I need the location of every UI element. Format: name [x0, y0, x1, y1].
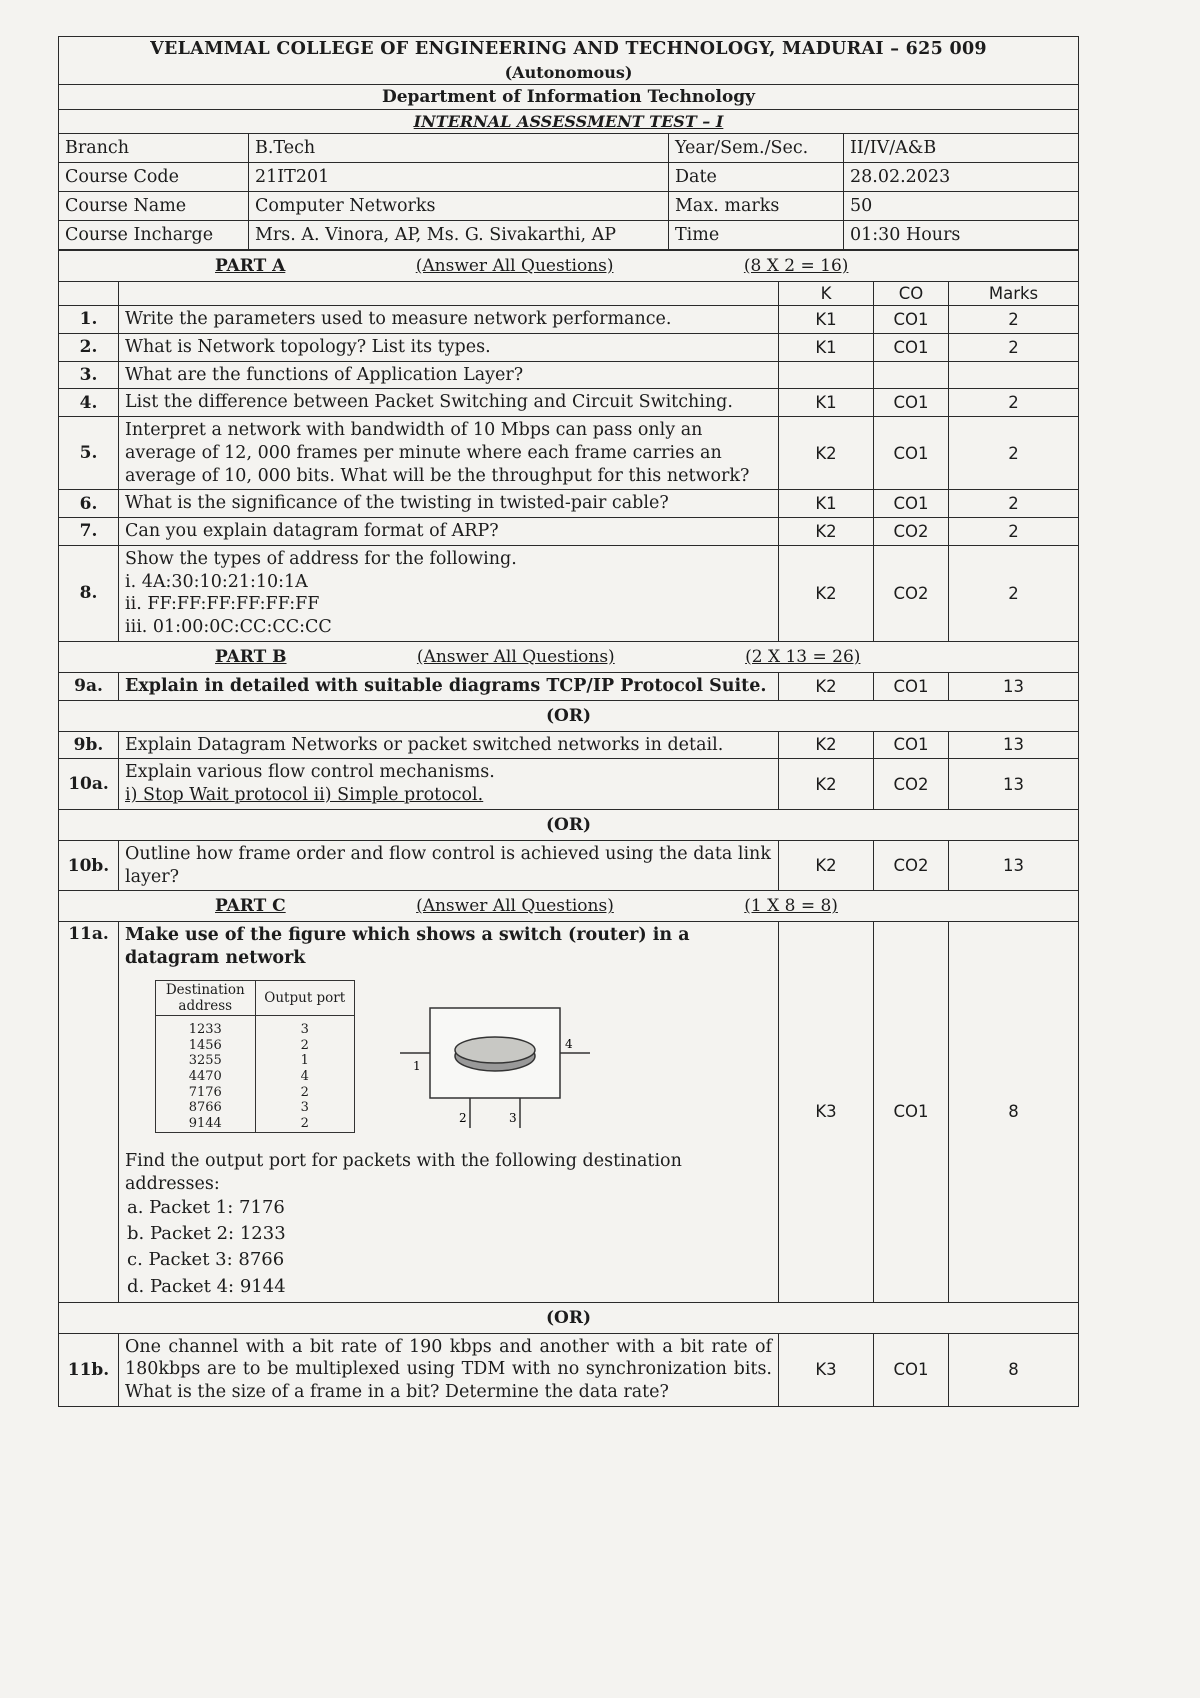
- question-co: CO1: [874, 922, 949, 1302]
- routing-ports: [255, 1016, 355, 1133]
- packet-item: b. Packet 2: 1233: [127, 1223, 286, 1245]
- route-port: 3: [300, 1022, 309, 1038]
- question-co: CO1: [874, 333, 949, 361]
- routing-addresses: [156, 1016, 256, 1133]
- question-co: CO1: [874, 672, 949, 700]
- port-4-label: 4: [565, 1036, 573, 1051]
- question-k-level: K2: [779, 417, 874, 490]
- part-c-instructions: (Answer All Questions): [416, 896, 614, 917]
- question-row: [59, 417, 1079, 490]
- course-name-value: Computer Networks: [249, 192, 669, 221]
- question-marks: 13: [949, 759, 1079, 810]
- col-co-header: CO: [874, 282, 949, 306]
- question-text: One channel with a bit rate of 190 kbps and another with a bit rate of 180kbps are to be multiplexed using TDM with no synchronization bits. What is the size of a frame in a bit? Determine the data rate?: [119, 1333, 779, 1406]
- exam-sheet: [58, 36, 1078, 1407]
- time-value: 01:30 Hours: [844, 221, 1079, 250]
- question-marks: 8: [949, 922, 1079, 1302]
- question-co: CO1: [874, 1333, 949, 1406]
- question-number: 3.: [59, 361, 119, 389]
- question-8-intro: Show the types of address for the following.: [125, 548, 517, 569]
- course-incharge-value: Mrs. A. Vinora, AP, Ms. G. Sivakarthi, AP: [249, 221, 669, 250]
- question-marks: 13: [949, 672, 1079, 700]
- question-k-level: [779, 361, 874, 389]
- question-marks: 2: [949, 490, 1079, 518]
- route-port: 2: [300, 1115, 309, 1131]
- question-row: [59, 333, 1079, 361]
- question-k-level: K2: [779, 759, 874, 810]
- question-number: 8.: [59, 545, 119, 641]
- address-line: ii. FF:FF:FF:FF:FF:FF: [125, 594, 320, 615]
- question-number: 9b.: [59, 731, 119, 759]
- question-k-level: K1: [779, 333, 874, 361]
- part-c-title: PART C: [215, 896, 286, 917]
- question-11a-intro: Make use of the figure which shows a switch (router) in a datagram network: [125, 925, 690, 968]
- department-name: Department of Information Technology: [59, 85, 1079, 110]
- course-code-value: 21IT201: [249, 163, 669, 192]
- question-text: What is Network topology? List its types.: [119, 333, 779, 361]
- question-number: 4.: [59, 389, 119, 417]
- question-k-level: K2: [779, 731, 874, 759]
- autonomous-status: (Autonomous): [59, 61, 1079, 85]
- time-label: Time: [669, 221, 844, 250]
- test-name: INTERNAL ASSESSMENT TEST – I: [59, 110, 1079, 134]
- question-k-level: K2: [779, 518, 874, 546]
- max-marks-label: Max. marks: [669, 192, 844, 221]
- address-line: iii. 01:00:0C:CC:CC:CC: [125, 617, 332, 637]
- packet-item: d. Packet 4: 9144: [127, 1275, 286, 1297]
- question-text: List the difference between Packet Switching and Circuit Switching.: [119, 389, 779, 417]
- part-c-heading: [59, 891, 1079, 922]
- question-text: Can you explain datagram format of ARP?: [119, 518, 779, 546]
- question-text: What are the functions of Application Layer?: [119, 361, 779, 389]
- header-table: [58, 36, 1079, 250]
- question-text: What is the significance of the twisting in twisted-pair cable?: [119, 490, 779, 518]
- question-marks: 2: [949, 306, 1079, 334]
- part-a-column-header: [59, 282, 1079, 306]
- question-co: CO1: [874, 389, 949, 417]
- question-marks: 8: [949, 1333, 1079, 1406]
- packet-list: [125, 1195, 772, 1299]
- question-marks: 13: [949, 840, 1079, 891]
- route-address: 4470: [188, 1068, 222, 1084]
- port-2-label: 2: [459, 1110, 467, 1125]
- question-marks: 2: [949, 333, 1079, 361]
- question-row: [59, 922, 1079, 1302]
- part-b-heading: [59, 641, 1079, 672]
- year-sem-value: II/IV/A&B: [844, 134, 1079, 163]
- part-b-instructions: (Answer All Questions): [416, 646, 615, 667]
- part-a-scheme: (8 X 2 = 16): [743, 256, 849, 276]
- route-port: 2: [300, 1084, 309, 1100]
- col-k-header: K: [779, 282, 874, 306]
- or-divider: [59, 700, 1079, 731]
- date-value: 28.02.2023: [844, 163, 1079, 192]
- question-co: CO2: [874, 545, 949, 641]
- question-text: Interpret a network with bandwidth of 10 Mbps can pass only an average of 12, 000 frames per minute where each frame carries an average of 10, 000 bits. What will be the throughput for this network?: [119, 417, 779, 490]
- address-line: i. 4A:30:10:21:10:1A: [125, 571, 308, 592]
- course-incharge-label: Course Incharge: [59, 221, 249, 250]
- question-number: 9a.: [59, 672, 119, 700]
- question-text: [119, 922, 779, 1302]
- or-label: (OR): [59, 809, 1079, 840]
- route-address: 3255: [188, 1053, 222, 1069]
- router-icon-top: [455, 1037, 535, 1063]
- routing-table: [155, 980, 355, 1134]
- question-k-level: K1: [779, 389, 874, 417]
- question-number: 1.: [59, 306, 119, 334]
- question-marks: [949, 361, 1079, 389]
- question-row: [59, 389, 1079, 417]
- route-port: 3: [300, 1100, 309, 1116]
- question-text: [119, 545, 779, 641]
- question-row: [59, 731, 1079, 759]
- part-a-title: PART A: [215, 256, 286, 276]
- question-row: [59, 518, 1079, 546]
- routing-header-destination: Destination address: [156, 980, 256, 1015]
- question-row: [59, 759, 1079, 810]
- question-text: Explain in detailed with suitable diagrams TCP/IP Protocol Suite.: [119, 672, 779, 700]
- switch-figure: [125, 970, 772, 1148]
- question-row: [59, 490, 1079, 518]
- packet-item: a. Packet 1: 7176: [127, 1197, 285, 1219]
- routing-header-port: Output port: [255, 980, 355, 1015]
- question-number: 10b.: [59, 840, 119, 891]
- question-row: [59, 306, 1079, 334]
- port-3-label: 3: [509, 1110, 517, 1125]
- question-k-level: K2: [779, 840, 874, 891]
- college-name: VELAMMAL COLLEGE OF ENGINEERING AND TECHNOLOGY, MADURAI – 625 009: [59, 37, 1079, 62]
- route-port: 4: [300, 1068, 309, 1084]
- find-instruction: Find the output port for packets with the following destination addresses:: [125, 1150, 682, 1194]
- or-divider: [59, 1302, 1079, 1333]
- max-marks-value: 50: [844, 192, 1079, 221]
- question-co: [874, 361, 949, 389]
- question-10a-line2: i) Stop Wait protocol ii) Simple protocol.: [125, 785, 484, 805]
- date-label: Date: [669, 163, 844, 192]
- question-co: CO1: [874, 731, 949, 759]
- question-text: Explain Datagram Networks or packet switched networks in detail.: [119, 731, 779, 759]
- part-a-instructions: (Answer All Questions): [415, 256, 614, 276]
- or-label: (OR): [59, 1302, 1079, 1333]
- question-number: 6.: [59, 490, 119, 518]
- question-text: Outline how frame order and flow control is achieved using the data link layer?: [119, 840, 779, 891]
- question-row: [59, 1333, 1079, 1406]
- route-port: 2: [300, 1037, 309, 1053]
- question-row: [59, 361, 1079, 389]
- question-number: 11b.: [59, 1333, 119, 1406]
- year-sem-label: Year/Sem./Sec.: [669, 134, 844, 163]
- question-marks: 2: [949, 518, 1079, 546]
- question-number: 10a.: [59, 759, 119, 810]
- course-name-label: Course Name: [59, 192, 249, 221]
- question-row: [59, 545, 1079, 641]
- route-address: 7176: [188, 1084, 222, 1100]
- route-address: 1456: [188, 1037, 222, 1053]
- branch-value: B.Tech: [249, 134, 669, 163]
- question-co: CO2: [874, 840, 949, 891]
- question-row: [59, 840, 1079, 891]
- branch-label: Branch: [59, 134, 249, 163]
- route-address: 1233: [188, 1022, 222, 1038]
- route-port: 1: [300, 1053, 309, 1069]
- or-divider: [59, 809, 1079, 840]
- question-k-level: K2: [779, 672, 874, 700]
- question-k-level: K3: [779, 922, 874, 1302]
- or-label: (OR): [59, 700, 1079, 731]
- route-address: 8766: [188, 1100, 222, 1116]
- questions-table: [58, 250, 1079, 1407]
- question-co: CO2: [874, 759, 949, 810]
- route-address: 9144: [188, 1115, 222, 1131]
- question-text: Write the parameters used to measure network performance.: [119, 306, 779, 334]
- part-c-scheme: (1 X 8 = 8): [744, 896, 838, 917]
- question-marks: 2: [949, 417, 1079, 490]
- port-1-label: 1: [413, 1058, 421, 1073]
- col-marks-header: Marks: [949, 282, 1079, 306]
- course-code-label: Course Code: [59, 163, 249, 192]
- question-k-level: K3: [779, 1333, 874, 1406]
- question-number: 2.: [59, 333, 119, 361]
- question-marks: 13: [949, 731, 1079, 759]
- question-number: 11a.: [59, 922, 119, 1302]
- question-co: CO1: [874, 306, 949, 334]
- question-10a-line1: Explain various flow control mechanisms.: [125, 762, 495, 783]
- question-text: [119, 759, 779, 810]
- question-number: 5.: [59, 417, 119, 490]
- question-co: CO1: [874, 490, 949, 518]
- router-diagram: [395, 988, 595, 1148]
- question-marks: 2: [949, 389, 1079, 417]
- packet-item: c. Packet 3: 8766: [127, 1249, 285, 1271]
- question-row: [59, 672, 1079, 700]
- question-k-level: K2: [779, 545, 874, 641]
- question-co: CO1: [874, 417, 949, 490]
- part-b-title: PART B: [215, 646, 287, 667]
- question-k-level: K1: [779, 306, 874, 334]
- question-co: CO2: [874, 518, 949, 546]
- part-b-scheme: (2 X 13 = 26): [745, 646, 861, 667]
- question-k-level: K1: [779, 490, 874, 518]
- question-marks: 2: [949, 545, 1079, 641]
- part-a-heading: [59, 251, 1079, 282]
- question-number: 7.: [59, 518, 119, 546]
